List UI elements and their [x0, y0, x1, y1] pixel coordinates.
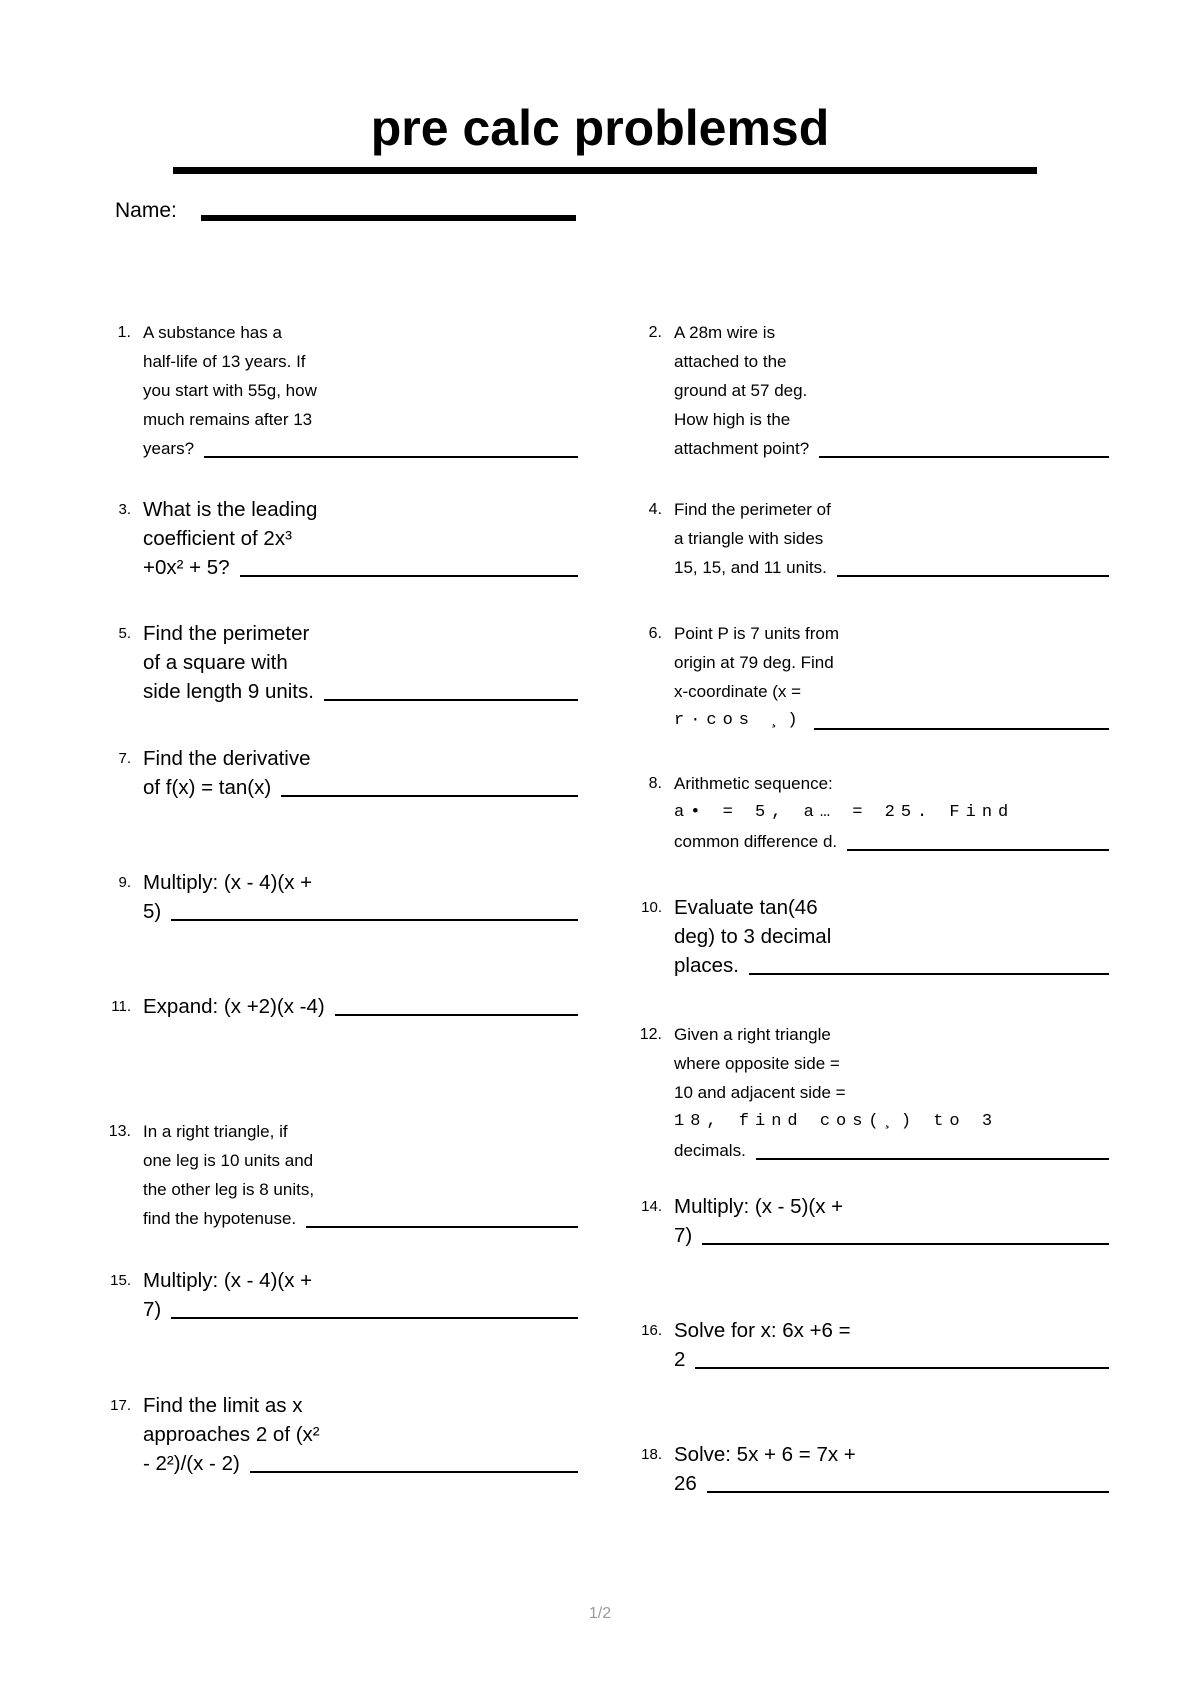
question-text: origin at 79 deg. Find	[674, 653, 834, 672]
question-text: Multiply: (x - 4)(x +	[143, 1269, 313, 1292]
question-text: Solve for x: 6x +6 =	[674, 1319, 851, 1342]
question-text: Multiply: (x - 5)(x +	[674, 1195, 844, 1218]
question-text: Find the derivative	[143, 747, 311, 770]
question-text: of f(x) = tan(x)	[143, 776, 272, 799]
answer-blank[interactable]	[306, 1226, 578, 1228]
question-text: 2	[674, 1348, 686, 1371]
answer-blank[interactable]	[171, 919, 578, 921]
question-text: Find the limit as x	[143, 1394, 303, 1417]
answer-blank[interactable]	[171, 1317, 578, 1319]
question-text: In a right triangle, if	[143, 1122, 288, 1141]
question-12	[626, 1020, 1109, 1165]
answer-blank[interactable]	[335, 1014, 578, 1016]
question-text: attachment point?	[674, 439, 810, 458]
question-number: 16.	[641, 1322, 662, 1339]
question-3	[95, 495, 578, 582]
answer-blank[interactable]	[756, 1158, 1109, 1160]
answer-blank[interactable]	[819, 456, 1109, 458]
question-number: 10.	[641, 899, 662, 916]
answer-blank[interactable]	[847, 849, 1109, 851]
question-text: A 28m wire is	[674, 323, 776, 342]
question-number: 4.	[648, 501, 662, 518]
question-number: 12.	[639, 1026, 662, 1043]
question-text: 10 and adjacent side =	[674, 1083, 846, 1102]
name-field-line[interactable]	[201, 215, 576, 221]
answer-blank[interactable]	[204, 456, 578, 458]
question-number: 7.	[118, 750, 131, 767]
answer-blank[interactable]	[250, 1471, 578, 1473]
question-text: 7)	[143, 1298, 162, 1321]
question-text: Find the perimeter	[143, 622, 310, 645]
answer-blank[interactable]	[281, 795, 578, 797]
question-text: Point P is 7 units from	[674, 624, 840, 643]
question-text: Expand: (x +2)(x -4)	[143, 995, 325, 1018]
question-4	[626, 495, 1109, 582]
question-text: +0x² + 5?	[143, 556, 230, 579]
question-9	[95, 868, 578, 926]
answer-blank[interactable]	[837, 575, 1109, 577]
question-17	[95, 1391, 578, 1478]
question-text: a triangle with sides	[674, 529, 824, 548]
question-text: 5)	[143, 900, 162, 923]
question-10	[626, 893, 1109, 980]
answer-blank[interactable]	[702, 1243, 1109, 1245]
question-6	[626, 619, 1109, 735]
question-14	[626, 1192, 1109, 1250]
question-text: decimals.	[674, 1141, 746, 1160]
question-text: 7)	[674, 1224, 693, 1247]
question-number: 17.	[110, 1397, 131, 1414]
question-18	[626, 1440, 1109, 1498]
question-text: approaches 2 of (x²	[143, 1423, 320, 1446]
question-number: 1.	[117, 324, 131, 341]
question-number: 15.	[110, 1272, 131, 1289]
page-number: 1/2	[588, 1605, 612, 1622]
question-text: 15, 15, and 11 units.	[674, 558, 827, 577]
question-text: r·cos ¸)	[674, 711, 804, 730]
question-15	[95, 1266, 578, 1324]
question-text: Evaluate tan(46	[674, 896, 818, 919]
answer-blank[interactable]	[749, 973, 1109, 975]
question-text: How high is the	[674, 410, 791, 429]
name-label: Name:	[115, 199, 177, 222]
answer-blank[interactable]	[695, 1367, 1109, 1369]
question-8	[626, 769, 1109, 856]
question-5	[95, 619, 578, 706]
question-text: 18, find cos(¸) to 3	[674, 1112, 999, 1131]
question-text: side length 9 units.	[143, 680, 314, 703]
question-text: What is the leading	[143, 498, 318, 521]
question-7	[95, 744, 578, 802]
question-number: 11.	[111, 998, 131, 1015]
question-text: A substance has a	[143, 323, 282, 342]
question-text: Solve: 5x + 6 = 7x +	[674, 1443, 856, 1466]
question-number: 9.	[118, 874, 131, 891]
question-number: 8.	[648, 775, 662, 792]
question-13	[95, 1117, 578, 1233]
question-11	[95, 992, 578, 1021]
question-text: 26	[674, 1472, 697, 1495]
question-text: Given a right triangle	[674, 1025, 831, 1044]
title-underline	[173, 167, 1037, 174]
question-number: 14.	[641, 1198, 662, 1215]
question-text: deg) to 3 decimal	[674, 925, 832, 948]
answer-blank[interactable]	[707, 1491, 1109, 1493]
question-2	[626, 318, 1109, 463]
question-text: one leg is 10 units and	[143, 1151, 314, 1170]
question-text: places.	[674, 954, 739, 977]
question-text: find the hypotenuse.	[143, 1209, 297, 1228]
question-text: Find the perimeter of	[674, 500, 831, 519]
question-text: coefficient of 2x³	[143, 527, 292, 550]
question-number: 6.	[648, 625, 662, 642]
worksheet-title: pre calc problemsd	[370, 100, 830, 156]
question-text: half-life of 13 years. If	[143, 352, 306, 371]
question-number: 18.	[641, 1446, 662, 1463]
question-text: the other leg is 8 units,	[143, 1180, 315, 1199]
question-text: attached to the	[674, 352, 787, 371]
question-number: 2.	[648, 324, 662, 341]
question-number: 3.	[118, 501, 131, 518]
question-text: much remains after 13	[143, 410, 313, 429]
answer-blank[interactable]	[814, 728, 1109, 730]
question-number: 13.	[108, 1123, 131, 1140]
question-text: x-coordinate (x =	[674, 682, 802, 701]
question-text: a• = 5, a… = 25. Find	[674, 803, 1015, 822]
question-number: 5.	[118, 625, 131, 642]
answer-blank[interactable]	[324, 699, 578, 701]
question-text: where opposite side =	[674, 1054, 840, 1073]
question-text: of a square with	[143, 651, 288, 674]
question-text: common difference d.	[674, 832, 838, 851]
answer-blank[interactable]	[240, 575, 578, 577]
question-text: - 2²)/(x - 2)	[143, 1452, 240, 1475]
question-1	[95, 318, 578, 463]
question-16	[626, 1316, 1109, 1374]
question-text: you start with 55g, how	[143, 381, 317, 400]
question-text: Arithmetic sequence:	[674, 774, 833, 793]
question-text: years?	[143, 439, 195, 458]
question-text: ground at 57 deg.	[674, 381, 808, 400]
question-text: Multiply: (x - 4)(x +	[143, 871, 313, 894]
